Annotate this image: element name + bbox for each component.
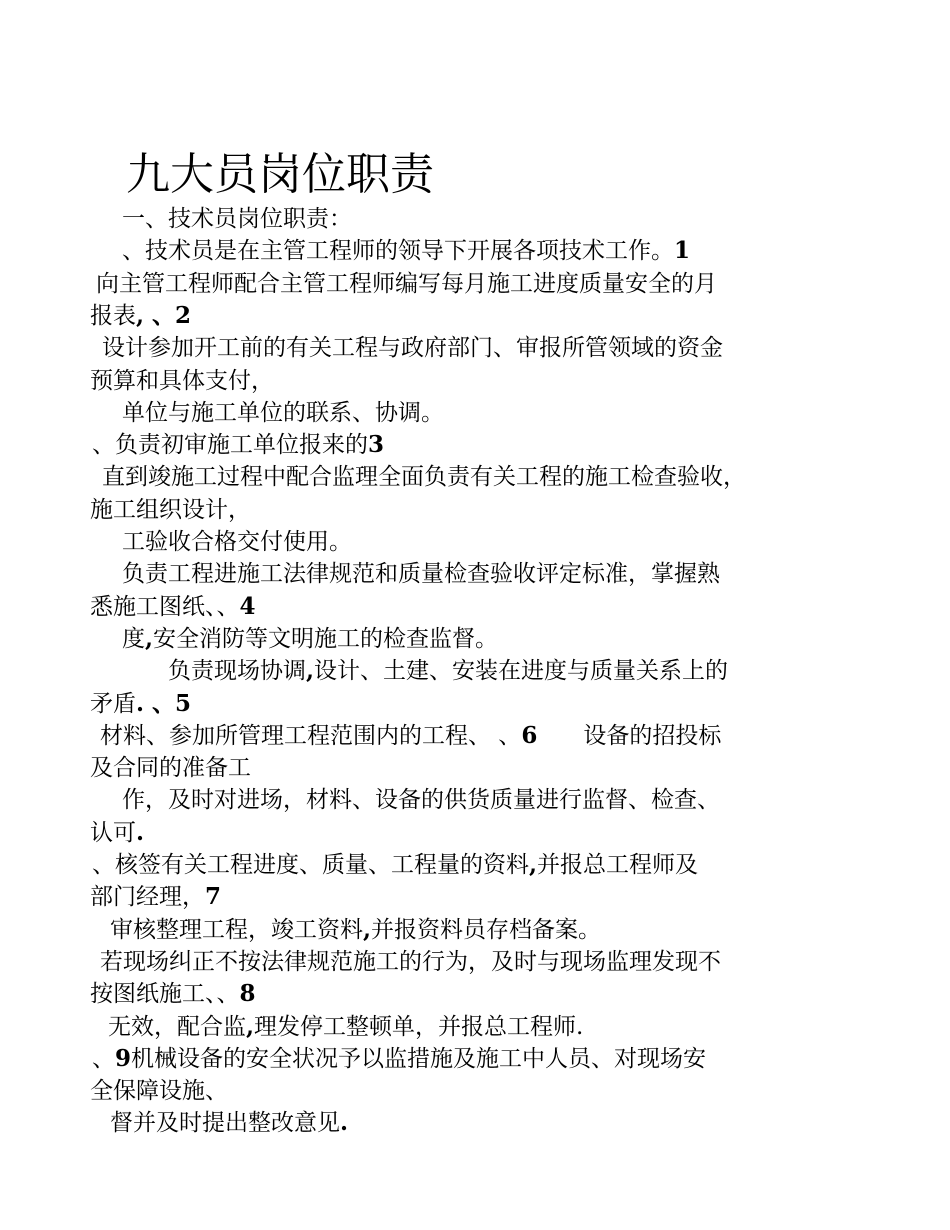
line-text: 报表 xyxy=(90,302,136,329)
text-line xyxy=(122,397,444,429)
line-text: 无效，配合监 xyxy=(108,1013,246,1040)
line-text: 负责工程进施工法律规范和质量检查验收评定标准，掌握熟 xyxy=(122,561,720,588)
line-text: 度 xyxy=(122,625,145,652)
line-number: , xyxy=(246,1012,255,1040)
text-line xyxy=(90,688,191,720)
line-number: 3 xyxy=(368,431,385,459)
line-text: 若现场纠正不按法律规范施工的行为，及时与现场监理发现不 xyxy=(100,948,721,975)
text-line xyxy=(110,1107,348,1139)
text-line xyxy=(100,720,721,752)
page-title: 九大员岗位职责 xyxy=(126,149,434,200)
line-text-continued: 理发停工整顿单，并报总工程师. xyxy=(254,1013,584,1040)
line-text: 负责现场协调 xyxy=(168,658,306,685)
text-line xyxy=(90,494,251,526)
text-line xyxy=(168,655,728,687)
line-text: 及合同的准备工 xyxy=(90,755,251,782)
text-line xyxy=(108,1011,583,1043)
line-text-continued: 设计、土建、安装在进度与质量关系上的 xyxy=(314,658,729,685)
line-text: 直到竣施工过程中配合监理全面负责有关工程的施工检查验收， xyxy=(102,464,746,491)
line-number: . xyxy=(136,818,145,846)
line-text: 材料、参加所管理工程范围内的工程、 、 xyxy=(100,722,522,749)
line-text: 悉施工图纸、、 xyxy=(90,593,240,620)
text-line xyxy=(122,784,720,816)
line-text-continued: 并报总工程师及 xyxy=(537,852,699,878)
text-line xyxy=(90,1075,228,1107)
line-number: 7 xyxy=(205,883,222,911)
line-text-continued: 安全消防等文明施工的检查监督。 xyxy=(153,625,499,652)
text-line xyxy=(100,946,721,978)
line-text: 审核整理工程，竣工资料 xyxy=(110,916,363,943)
line-text: 预算和具体支付， xyxy=(90,367,274,394)
line-number: 1 xyxy=(674,237,691,265)
text-line xyxy=(92,429,384,461)
text-line xyxy=(92,1043,706,1075)
line-text: 作，及时对进场，材料、设备的供货质量进行监督、检查、 xyxy=(122,787,720,814)
text-line xyxy=(102,332,723,364)
text-line xyxy=(90,365,274,397)
text-line xyxy=(90,881,221,913)
line-text: 、负责初审施工单位报来的 xyxy=(92,432,368,459)
line-number: , xyxy=(529,851,538,878)
text-line xyxy=(90,300,191,332)
text-line xyxy=(122,203,352,235)
line-number: 9 xyxy=(115,1044,132,1072)
line-number: 8 xyxy=(239,980,256,1008)
text-line xyxy=(122,558,720,590)
text-line xyxy=(102,461,746,493)
line-number: 4 xyxy=(239,592,256,620)
line-text: 按图纸施工、、 xyxy=(90,981,240,1008)
text-line xyxy=(122,623,498,655)
line-number: , xyxy=(145,624,154,652)
text-line xyxy=(90,817,144,849)
line-text-continued: 设备的招投标 xyxy=(537,722,722,749)
line-number: . xyxy=(340,1109,349,1137)
text-line xyxy=(90,978,256,1010)
line-text-continued: 机械设备的安全状况予以监措施及施工中人员、对现场安 xyxy=(131,1045,707,1072)
line-text: 全保障设施、 xyxy=(90,1078,228,1105)
line-text: 督并及时提出整改意见 xyxy=(110,1110,340,1137)
line-text: 向主管工程师配合主管工程师编写每月施工进度质量安全的月 xyxy=(96,270,717,297)
text-line xyxy=(90,591,256,623)
line-text: 、核签有关工程进度、质量、工程量的资料 xyxy=(92,852,529,878)
line-text: 一、技术员岗位职责： xyxy=(122,206,352,232)
text-line xyxy=(122,235,690,267)
line-text: 、技术员是在主管工程师的领导下开展各项技术工作。 xyxy=(122,238,674,265)
text-line xyxy=(96,268,717,300)
line-text: 施工组织设计， xyxy=(90,496,251,523)
line-number: . 、5 xyxy=(136,689,192,717)
line-text: 、 xyxy=(92,1045,115,1072)
line-text: 设计参加开工前的有关工程与政府部门、审报所管领域的资金 xyxy=(102,335,723,362)
line-text: 部门经理， xyxy=(90,884,205,911)
line-number: , xyxy=(306,657,315,685)
text-line xyxy=(110,914,601,946)
line-number: , 、2 xyxy=(136,301,192,329)
line-text: 工验收合格交付使用。 xyxy=(122,529,352,555)
text-line xyxy=(92,849,698,881)
text-line xyxy=(122,526,352,558)
line-text: 矛盾 xyxy=(90,690,136,717)
line-text: 认可 xyxy=(90,819,136,846)
line-number: 6 xyxy=(521,721,538,749)
text-line xyxy=(90,752,251,784)
line-text-continued: 并报资料员存档备案。 xyxy=(371,916,602,943)
line-number: , xyxy=(363,915,372,943)
line-text: 单位与施工单位的联系、协调。 xyxy=(122,399,444,426)
